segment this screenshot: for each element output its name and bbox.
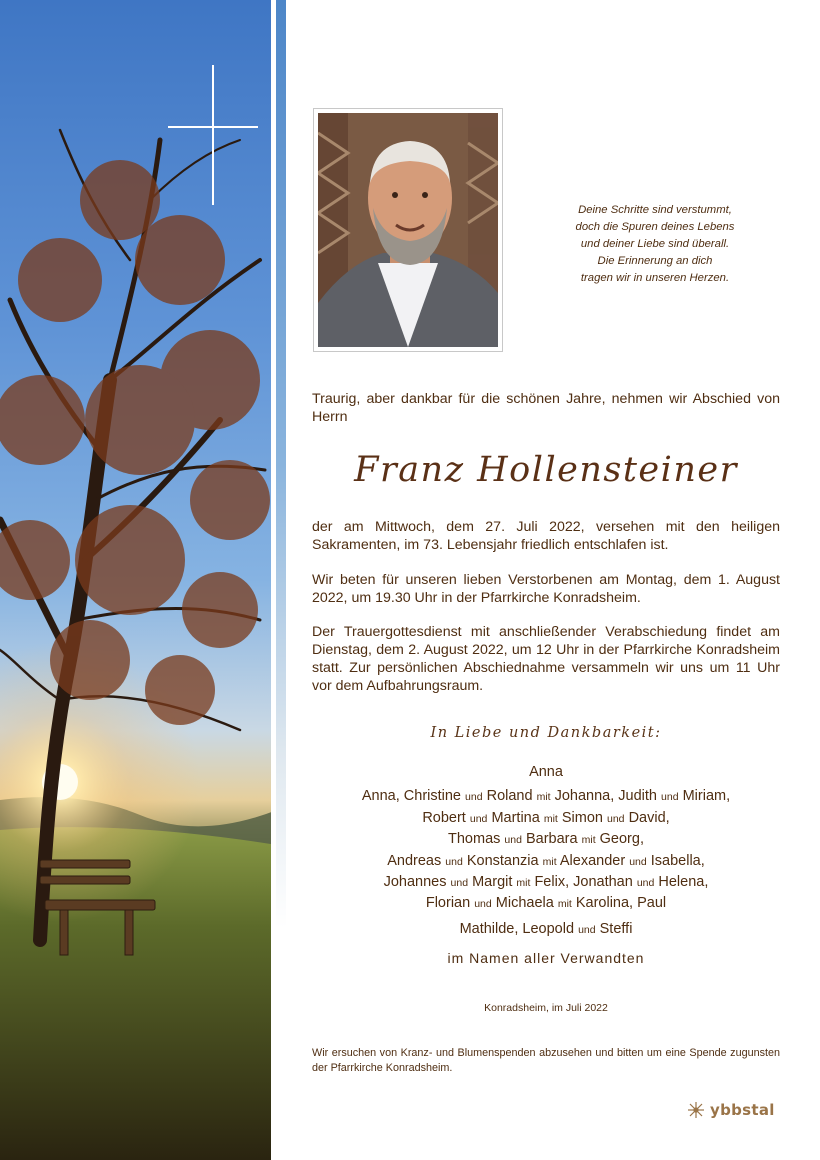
mourner-names: Miriam, [682, 788, 731, 805]
mourner-names: Roland [486, 788, 533, 805]
mourner-names: Helena, [658, 874, 709, 891]
ybbstal-logo [686, 1100, 775, 1120]
funeral-notice: Der Trauergottesdienst mit anschließender Verabschiedung findet am Dienstag, dem 2. August 2022, um 12 Uhr in der Pfarrkirche Konradsheim statt. Zur persönlichen Abschiednahme versammeln wir uns um 11 Uhr vor dem Aufbahrungsraum. [312, 624, 780, 694]
connector-word: und [607, 812, 625, 825]
mourners-list [312, 762, 780, 940]
connector-word: und [474, 898, 492, 911]
donation-request: Wir ersuchen von Kranz- und Blumenspenden abzusehen und bitten um eine Spende zugunsten der Pfarrkirche Konradsheim. [312, 1047, 780, 1074]
deceased-name: Franz Hollensteiner [354, 450, 738, 490]
mourner-names: Karolina, Paul [575, 895, 667, 912]
mourner-names: Konstanzia [466, 852, 539, 869]
connector-word: mit [543, 812, 558, 825]
mourner-line [312, 786, 780, 807]
place-date: Konradsheim, im Juli 2022 [484, 1002, 608, 1014]
poem [530, 202, 780, 287]
connector-word: und [629, 855, 647, 868]
connector-word: und [578, 923, 596, 936]
mourner-names: Georg, [599, 831, 644, 848]
mourner-names: Johanna, Judith [554, 788, 657, 805]
mourner-names: Michaela [495, 895, 554, 912]
portrait-photo [313, 108, 503, 352]
mourner-names: Andreas [387, 852, 442, 869]
mourner-line [312, 893, 780, 914]
love-intro: In Liebe und Dankbarkeit: [430, 725, 662, 741]
mourner-line [312, 872, 780, 893]
death-notice: der am Mittwoch, dem 27. Juli 2022, versehen mit den heiligen Sakramenten, im 73. Lebensjahr friedlich entschlafen ist. [312, 519, 780, 553]
prayer-notice: Wir beten für unseren lieben Verstorbenen am Montag, dem 1. August 2022, um 19.30 Uhr in der Pfarrkirche Konradsheim. [312, 572, 780, 606]
intro-text: Traurig, aber dankbar für die schönen Jahre, nehmen wir Abschied von Herrn [312, 391, 780, 425]
mourner-line [312, 829, 780, 850]
poem-line: Deine Schritte sind verstummt, [578, 204, 732, 216]
mourner-names: Florian [425, 895, 471, 912]
connector-word: mit [516, 877, 531, 890]
divider-band [276, 0, 286, 1160]
connector-word: und [465, 791, 483, 804]
poem-line: Die Erinnerung an dich [597, 255, 713, 267]
mourner-names: Mathilde, Leopold [459, 920, 575, 937]
poem-line: und deiner Liebe sind überall. [580, 238, 730, 250]
connector-word: und [469, 812, 488, 825]
tree-sunset-illustration [0, 0, 277, 1160]
mourner-names: David, [628, 809, 670, 826]
mourner-names: Anna, Christine [361, 788, 461, 805]
mourner-wife: Anna [529, 764, 563, 780]
poem-line: doch die Spuren deines Lebens [575, 221, 735, 233]
dandelion-icon [686, 1100, 706, 1120]
portrait-illustration [318, 113, 498, 347]
mourner-names: Isabella, [650, 852, 705, 869]
mourner-line [312, 851, 780, 872]
connector-word: und [636, 877, 655, 890]
relatives-line: im Namen aller Verwandten [447, 950, 645, 966]
mourner-names: Margit [472, 874, 513, 891]
connector-word: und [504, 834, 522, 847]
logo-text: ybbstal [710, 1101, 775, 1119]
connector-word: mit [542, 855, 557, 868]
mourner-names: Felix, Jonathan [534, 874, 633, 891]
mourner-line [312, 808, 780, 829]
connector-word: und [450, 877, 469, 890]
landscape-image [0, 0, 277, 1160]
mourner-line [312, 919, 780, 940]
connector-word: und [445, 855, 463, 868]
mourner-names: Robert [422, 809, 466, 826]
connector-word: mit [557, 898, 572, 911]
mourner-names: Barbara [525, 831, 578, 848]
poem-line: tragen wir in unseren Herzen. [580, 272, 730, 284]
connector-word: und [661, 791, 679, 804]
connector-word: mit [581, 834, 596, 847]
connector-word: mit [536, 791, 551, 804]
mourner-names: Steffi [599, 920, 633, 937]
mourner-names: Simon [561, 809, 603, 826]
mourner-names: Thomas [448, 831, 501, 848]
mourner-names: Alexander [559, 852, 626, 869]
mourner-names: Johannes [383, 874, 447, 891]
mourner-names: Martina [491, 809, 540, 826]
